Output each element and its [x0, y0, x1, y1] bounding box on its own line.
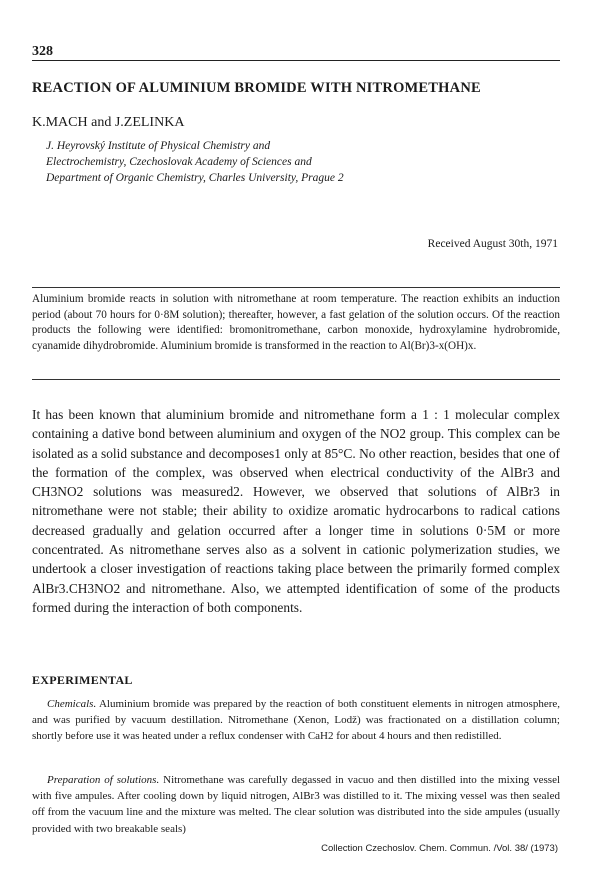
- section-heading-experimental: EXPERIMENTAL: [32, 673, 133, 687]
- introduction-paragraph: It has been known that aluminium bromide and nitromethane form a 1 : 1 molecular complex containing a dative bond between aluminium and oxygen of the NO2 group. This complex can be isolated as a solid substance and decomposes1 only at 85°C. No other reaction, besides that one of the formation of the complex, was observed when electrical conductivity of the AlBr3 and CH3NO2 solutions was measured2. However, we observed that solutions of AlBr3 in nitromethane were not stable; their ability to oxidize aromatic hydrocarbons to radical cations decreased gradually and gelation occurred after a longer time in solutions 0·5M or more concentrated. As nitromethane serves also as a solvent in cationic polymerization studies, we undertook a closer investigation of reactions taking place between the primarily formed complex AlBr3.CH3NO2 and nitromethane. Also, we attempted identification of some of the products formed during the interaction of both components.: [32, 407, 560, 615]
- header-rule: [32, 60, 560, 61]
- preparation-paragraph: [32, 772, 560, 837]
- article-title: REACTION OF ALUMINIUM BROMIDE WITH NITROMETHANE: [32, 80, 481, 96]
- page-number: 328: [32, 44, 53, 59]
- authors: K.MACH and J.ZELINKA: [32, 115, 185, 130]
- received-date: Received August 30th, 1971: [427, 238, 558, 250]
- abstract-rule-bottom: [32, 379, 560, 380]
- affiliation-line: Electrochemistry, Czechoslovak Academy of Sciences and: [46, 156, 312, 168]
- journal-footer: Collection Czechoslov. Chem. Commun. /Vol. 38/ (1973): [321, 843, 558, 854]
- affiliation-line: Department of Organic Chemistry, Charles University, Prague 2: [46, 172, 344, 184]
- affiliation-line: J. Heyrovský Institute of Physical Chemistry and: [46, 140, 271, 152]
- chemicals-paragraph: [32, 696, 560, 745]
- chemicals-text: Aluminium bromide was prepared by the reaction of both constituent elements in nitrogen atmosphere, and was purified by vacuum destillation. Nitromethane (Xenon, Lodž) was fractionated on a distillation column; shortly before use it was heated under a reflux condenser with CaH2 for about 4 hours and then redistilled.: [32, 698, 560, 743]
- chemicals-run-head: Chemicals.: [47, 698, 97, 710]
- abstract-rule-top: [32, 287, 560, 288]
- affiliation: [46, 138, 566, 186]
- abstract: Aluminium bromide reacts in solution with nitromethane at room temperature. The reaction exhibits an induction period (about 70 hours for 0·8M solution); thereafter, however, a fast gelation of the solution occurs. Of the reaction products the following were identified: bromonitromethane, carbon monoxide, hydroxylamine hydrobromide, cyanamide dihydrobromide. Aluminium bromide is transformed in the reaction to Al(Br)3-x(OH)x.: [32, 293, 560, 352]
- preparation-text: Nitromethane was carefully degassed in vacuo and then distilled into the mixing vessel with five ampules. After cooling down by liquid nitrogen, AlBr3 was distilled to it. The mixing vessel was then sealed off from the vacuum line and the mixture was melted. The clear solution was distributed into the side ampules (usually provided with two breakable seals): [32, 774, 561, 835]
- preparation-run-head: Preparation of solutions.: [47, 774, 160, 786]
